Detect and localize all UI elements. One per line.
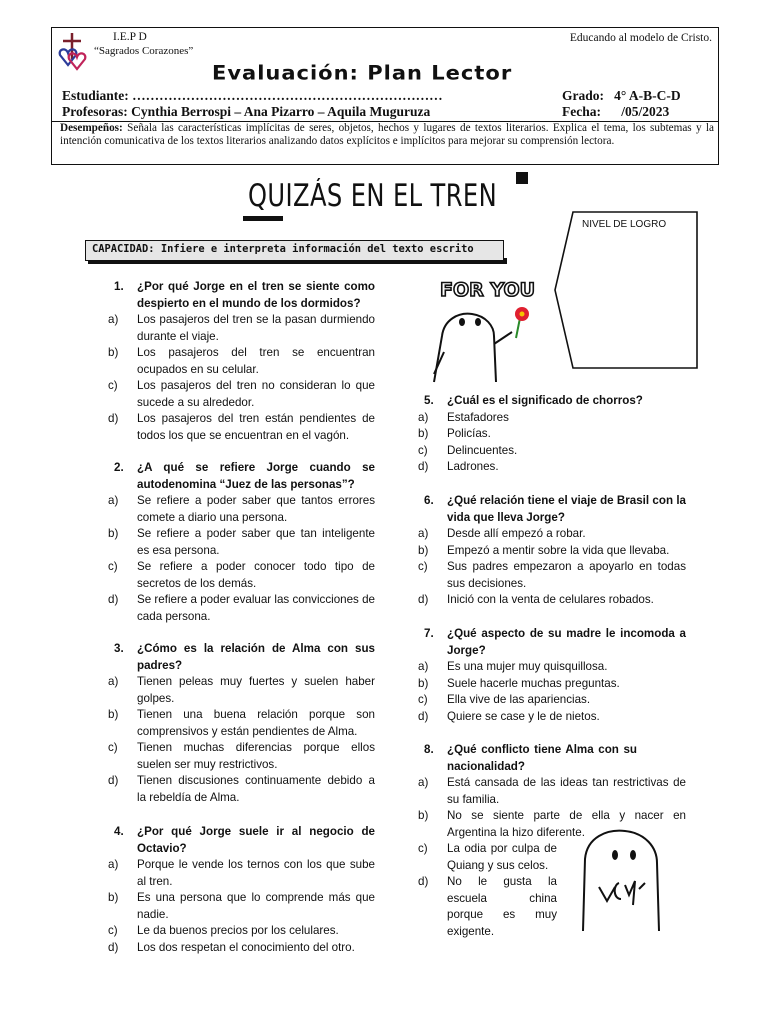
option-text: Se refiere a poder saber que tan inteligente es esa persona. bbox=[137, 527, 375, 557]
page-title: Evaluación: Plan Lector bbox=[212, 61, 513, 85]
option-text: Estafadores bbox=[447, 410, 509, 424]
option-label: b) bbox=[108, 346, 119, 359]
title-decoration-top bbox=[516, 172, 528, 184]
option-label: a) bbox=[108, 858, 119, 871]
option-text: Se refiere a poder saber que tantos errores comete a diario una persona. bbox=[137, 494, 375, 524]
option-label: c) bbox=[108, 741, 118, 754]
student-field[interactable]: Estudiante: …………………………………………………………… bbox=[62, 88, 443, 103]
option-c[interactable] bbox=[108, 378, 375, 411]
question-4 bbox=[108, 824, 375, 956]
school-name-line2: “Sagrados Corazones” bbox=[94, 45, 194, 57]
option-text: Los pasajeros del tren se la pasan durmiendo durante el viaje. bbox=[137, 313, 375, 343]
option-text: Sus padres empezaron a apoyarlo en todas sus decisiones. bbox=[447, 560, 686, 590]
option-text: Tienen muchas diferencias porque ellos suelen ser muy restrictivos. bbox=[137, 741, 375, 771]
option-label: d) bbox=[108, 593, 119, 606]
option-label: b) bbox=[418, 676, 429, 690]
option-label: b) bbox=[108, 891, 119, 904]
option-d[interactable] bbox=[108, 592, 375, 625]
option-b[interactable] bbox=[418, 426, 686, 443]
option-text: Porque le vende los ternos con los que sube al tren. bbox=[137, 858, 375, 888]
option-label: b) bbox=[108, 527, 119, 540]
option-text: Le da buenos precios por los celulares. bbox=[137, 924, 339, 937]
title-decoration-bottom bbox=[243, 216, 283, 221]
option-text: Tienen discusiones continuamente debido a la rebeldía de Alma. bbox=[137, 774, 375, 804]
option-label: c) bbox=[418, 693, 428, 706]
option-label: d) bbox=[418, 875, 429, 888]
option-a[interactable] bbox=[108, 312, 375, 345]
question-text: ¿Por qué Jorge en el tren se siente como despierto en el mundo de los dormidos? bbox=[137, 280, 375, 310]
option-text: La odia por culpa de Quiang y sus celos. bbox=[447, 842, 557, 872]
option-label: d) bbox=[418, 593, 429, 606]
desempenos-box bbox=[51, 121, 719, 165]
option-a[interactable] bbox=[108, 674, 375, 707]
option-a[interactable] bbox=[418, 526, 686, 543]
option-c[interactable] bbox=[418, 692, 686, 709]
question-text: ¿Qué relación tiene el viaje de Brasil con la vida que lleva Jorge? bbox=[447, 494, 686, 524]
option-label: c) bbox=[418, 560, 428, 573]
option-a[interactable] bbox=[108, 493, 375, 526]
option-label: c) bbox=[418, 842, 428, 855]
option-b[interactable] bbox=[418, 808, 686, 841]
option-c[interactable] bbox=[418, 443, 686, 460]
option-label: a) bbox=[418, 776, 429, 789]
option-c[interactable] bbox=[108, 559, 375, 592]
option-label: a) bbox=[418, 527, 429, 540]
question-text: ¿Qué conflicto tiene Alma con su nacionalidad? bbox=[447, 743, 637, 773]
desempenos-label: Desempeños: bbox=[60, 122, 123, 134]
question-text: ¿Por qué Jorge suele ir al negocio de Octavio? bbox=[137, 825, 375, 855]
option-text: Delincuentes. bbox=[447, 443, 518, 457]
option-text: Es una persona que lo comprende más que nadie. bbox=[137, 891, 375, 921]
question-number: 1. bbox=[114, 280, 124, 293]
question-number: 4. bbox=[114, 825, 124, 838]
option-a[interactable] bbox=[418, 659, 686, 676]
option-label: d) bbox=[108, 940, 119, 954]
option-text: Se refiere a poder conocer todo tipo de secretos de los demás. bbox=[137, 560, 375, 590]
question-text: ¿Cómo es la relación de Alma con sus padres? bbox=[137, 642, 375, 672]
reading-title: QUIZÁS EN EL TREN bbox=[248, 178, 498, 214]
question-number: 5. bbox=[424, 394, 434, 407]
option-label: d) bbox=[418, 709, 429, 723]
option-d[interactable] bbox=[418, 592, 686, 609]
grade-label: Grado: 4° A-B-C-D bbox=[562, 88, 681, 103]
option-text: Está cansada de las ideas tan restrictivas de su familia. bbox=[447, 776, 686, 806]
option-d[interactable] bbox=[108, 411, 375, 444]
option-label: a) bbox=[108, 313, 119, 326]
option-a[interactable] bbox=[418, 410, 686, 427]
option-text: Ella vive de las apariencias. bbox=[447, 693, 591, 706]
option-text: Desde allí empezó a robar. bbox=[447, 527, 586, 540]
sticker-for-you-text: FOR YOU bbox=[440, 279, 536, 301]
option-d[interactable] bbox=[418, 459, 686, 476]
option-label: c) bbox=[418, 443, 428, 457]
school-name-line1: I.E.P D bbox=[113, 31, 147, 43]
option-text: Los dos respetan el conocimiento del otro. bbox=[137, 940, 355, 954]
question-text: ¿Qué aspecto de su madre le incomoda a Jorge? bbox=[447, 627, 686, 657]
option-label: b) bbox=[418, 809, 429, 822]
option-d[interactable] bbox=[418, 874, 686, 940]
option-text: Los pasajeros del tren están pendientes de todos los que se encuentran en el vagón. bbox=[137, 412, 375, 442]
option-a[interactable] bbox=[418, 775, 686, 808]
question-6 bbox=[418, 493, 686, 609]
header-box bbox=[51, 27, 719, 122]
nivel-logro-box[interactable] bbox=[553, 210, 699, 370]
school-logo bbox=[56, 31, 88, 77]
option-c[interactable] bbox=[108, 923, 375, 940]
option-label: c) bbox=[108, 924, 118, 937]
date-field[interactable]: Fecha: /05/2023 bbox=[562, 104, 670, 119]
option-label: a) bbox=[108, 675, 119, 688]
question-number: 3. bbox=[114, 642, 124, 655]
option-text: Suele hacerle muchas preguntas. bbox=[447, 676, 620, 690]
question-2 bbox=[108, 460, 375, 625]
option-label: b) bbox=[418, 427, 429, 440]
question-5 bbox=[418, 393, 686, 476]
option-text: Tienen peleas muy fuertes y suelen haber golpes. bbox=[137, 675, 375, 705]
option-label: c) bbox=[108, 560, 118, 573]
option-c[interactable] bbox=[418, 841, 686, 874]
option-text: No le gusta la escuela china porque es muy exigente. bbox=[447, 875, 557, 938]
option-label: a) bbox=[418, 660, 429, 673]
option-a[interactable] bbox=[108, 857, 375, 890]
option-text: Quiere se case y le de nietos. bbox=[447, 709, 600, 723]
question-number: 8. bbox=[424, 743, 434, 756]
option-b[interactable] bbox=[418, 543, 686, 560]
school-motto: Educando al modelo de Cristo. bbox=[569, 32, 712, 44]
capacidad-banner: CAPACIDAD: Infiere e interpreta información del texto escrito bbox=[85, 240, 504, 261]
option-text: Es una mujer muy quisquillosa. bbox=[447, 660, 608, 673]
option-text: Empezó a mentir sobre la vida que llevaba. bbox=[447, 543, 670, 557]
question-1 bbox=[108, 279, 375, 444]
question-3 bbox=[108, 641, 375, 806]
option-label: d) bbox=[108, 774, 119, 787]
option-b[interactable] bbox=[108, 526, 375, 559]
flork-for-you-sticker bbox=[424, 274, 539, 384]
option-d[interactable] bbox=[108, 773, 375, 806]
option-text: Tienen una buena relación porque son comprensivos y están pendientes de Alma. bbox=[137, 708, 375, 738]
option-label: c) bbox=[108, 379, 118, 392]
option-b[interactable] bbox=[108, 707, 375, 740]
option-b[interactable] bbox=[108, 890, 375, 923]
option-text: Inició con la venta de celulares robados. bbox=[447, 593, 654, 606]
option-label: a) bbox=[108, 494, 119, 507]
option-text: Se refiere a poder evaluar las convicciones de cada persona. bbox=[137, 593, 375, 623]
option-b[interactable] bbox=[418, 676, 686, 693]
option-label: a) bbox=[418, 410, 429, 424]
option-c[interactable] bbox=[418, 559, 686, 592]
option-b[interactable] bbox=[108, 345, 375, 378]
option-label: b) bbox=[108, 708, 119, 721]
option-label: d) bbox=[108, 412, 119, 425]
nivel-logro-label: NIVEL DE LOGRO bbox=[582, 219, 667, 230]
option-label: d) bbox=[418, 460, 429, 473]
question-text: ¿Cuál es el significado de chorros? bbox=[447, 394, 643, 407]
teachers-label: Profesoras: Cynthia Berrospi – Ana Pizarro – Aquila Muguruza bbox=[62, 104, 431, 119]
option-label: b) bbox=[418, 543, 429, 557]
question-number: 6. bbox=[424, 494, 434, 507]
option-d[interactable] bbox=[418, 709, 686, 726]
question-text: ¿A qué se refiere Jorge cuando se autodenomina “Juez de las personas”? bbox=[137, 461, 375, 491]
question-number: 7. bbox=[424, 627, 434, 640]
option-text: Ladrones. bbox=[447, 460, 499, 473]
option-text: Los pasajeros del tren se encuentran ocupados en su celular. bbox=[137, 346, 375, 376]
option-text: No se siente parte de ella y nacer en Argentina la hizo diferente. bbox=[447, 809, 686, 839]
question-8 bbox=[418, 742, 686, 940]
option-d[interactable] bbox=[108, 940, 375, 957]
question-7 bbox=[418, 626, 686, 725]
question-number: 2. bbox=[114, 461, 124, 474]
option-text: Los pasajeros del tren no consideran lo que sucede a su alrededor. bbox=[137, 379, 375, 409]
option-text: Policías. bbox=[447, 427, 491, 440]
option-c[interactable] bbox=[108, 740, 375, 773]
desempenos-text: Señala las características implícitas de seres, objetos, hechos y lugares de textos literarios. Explica el tema, los subtemas y la intención comunicativa de los textos literarios analizando datos explícitos e implícitos para mejorar su comprensión lectora. bbox=[60, 122, 714, 148]
